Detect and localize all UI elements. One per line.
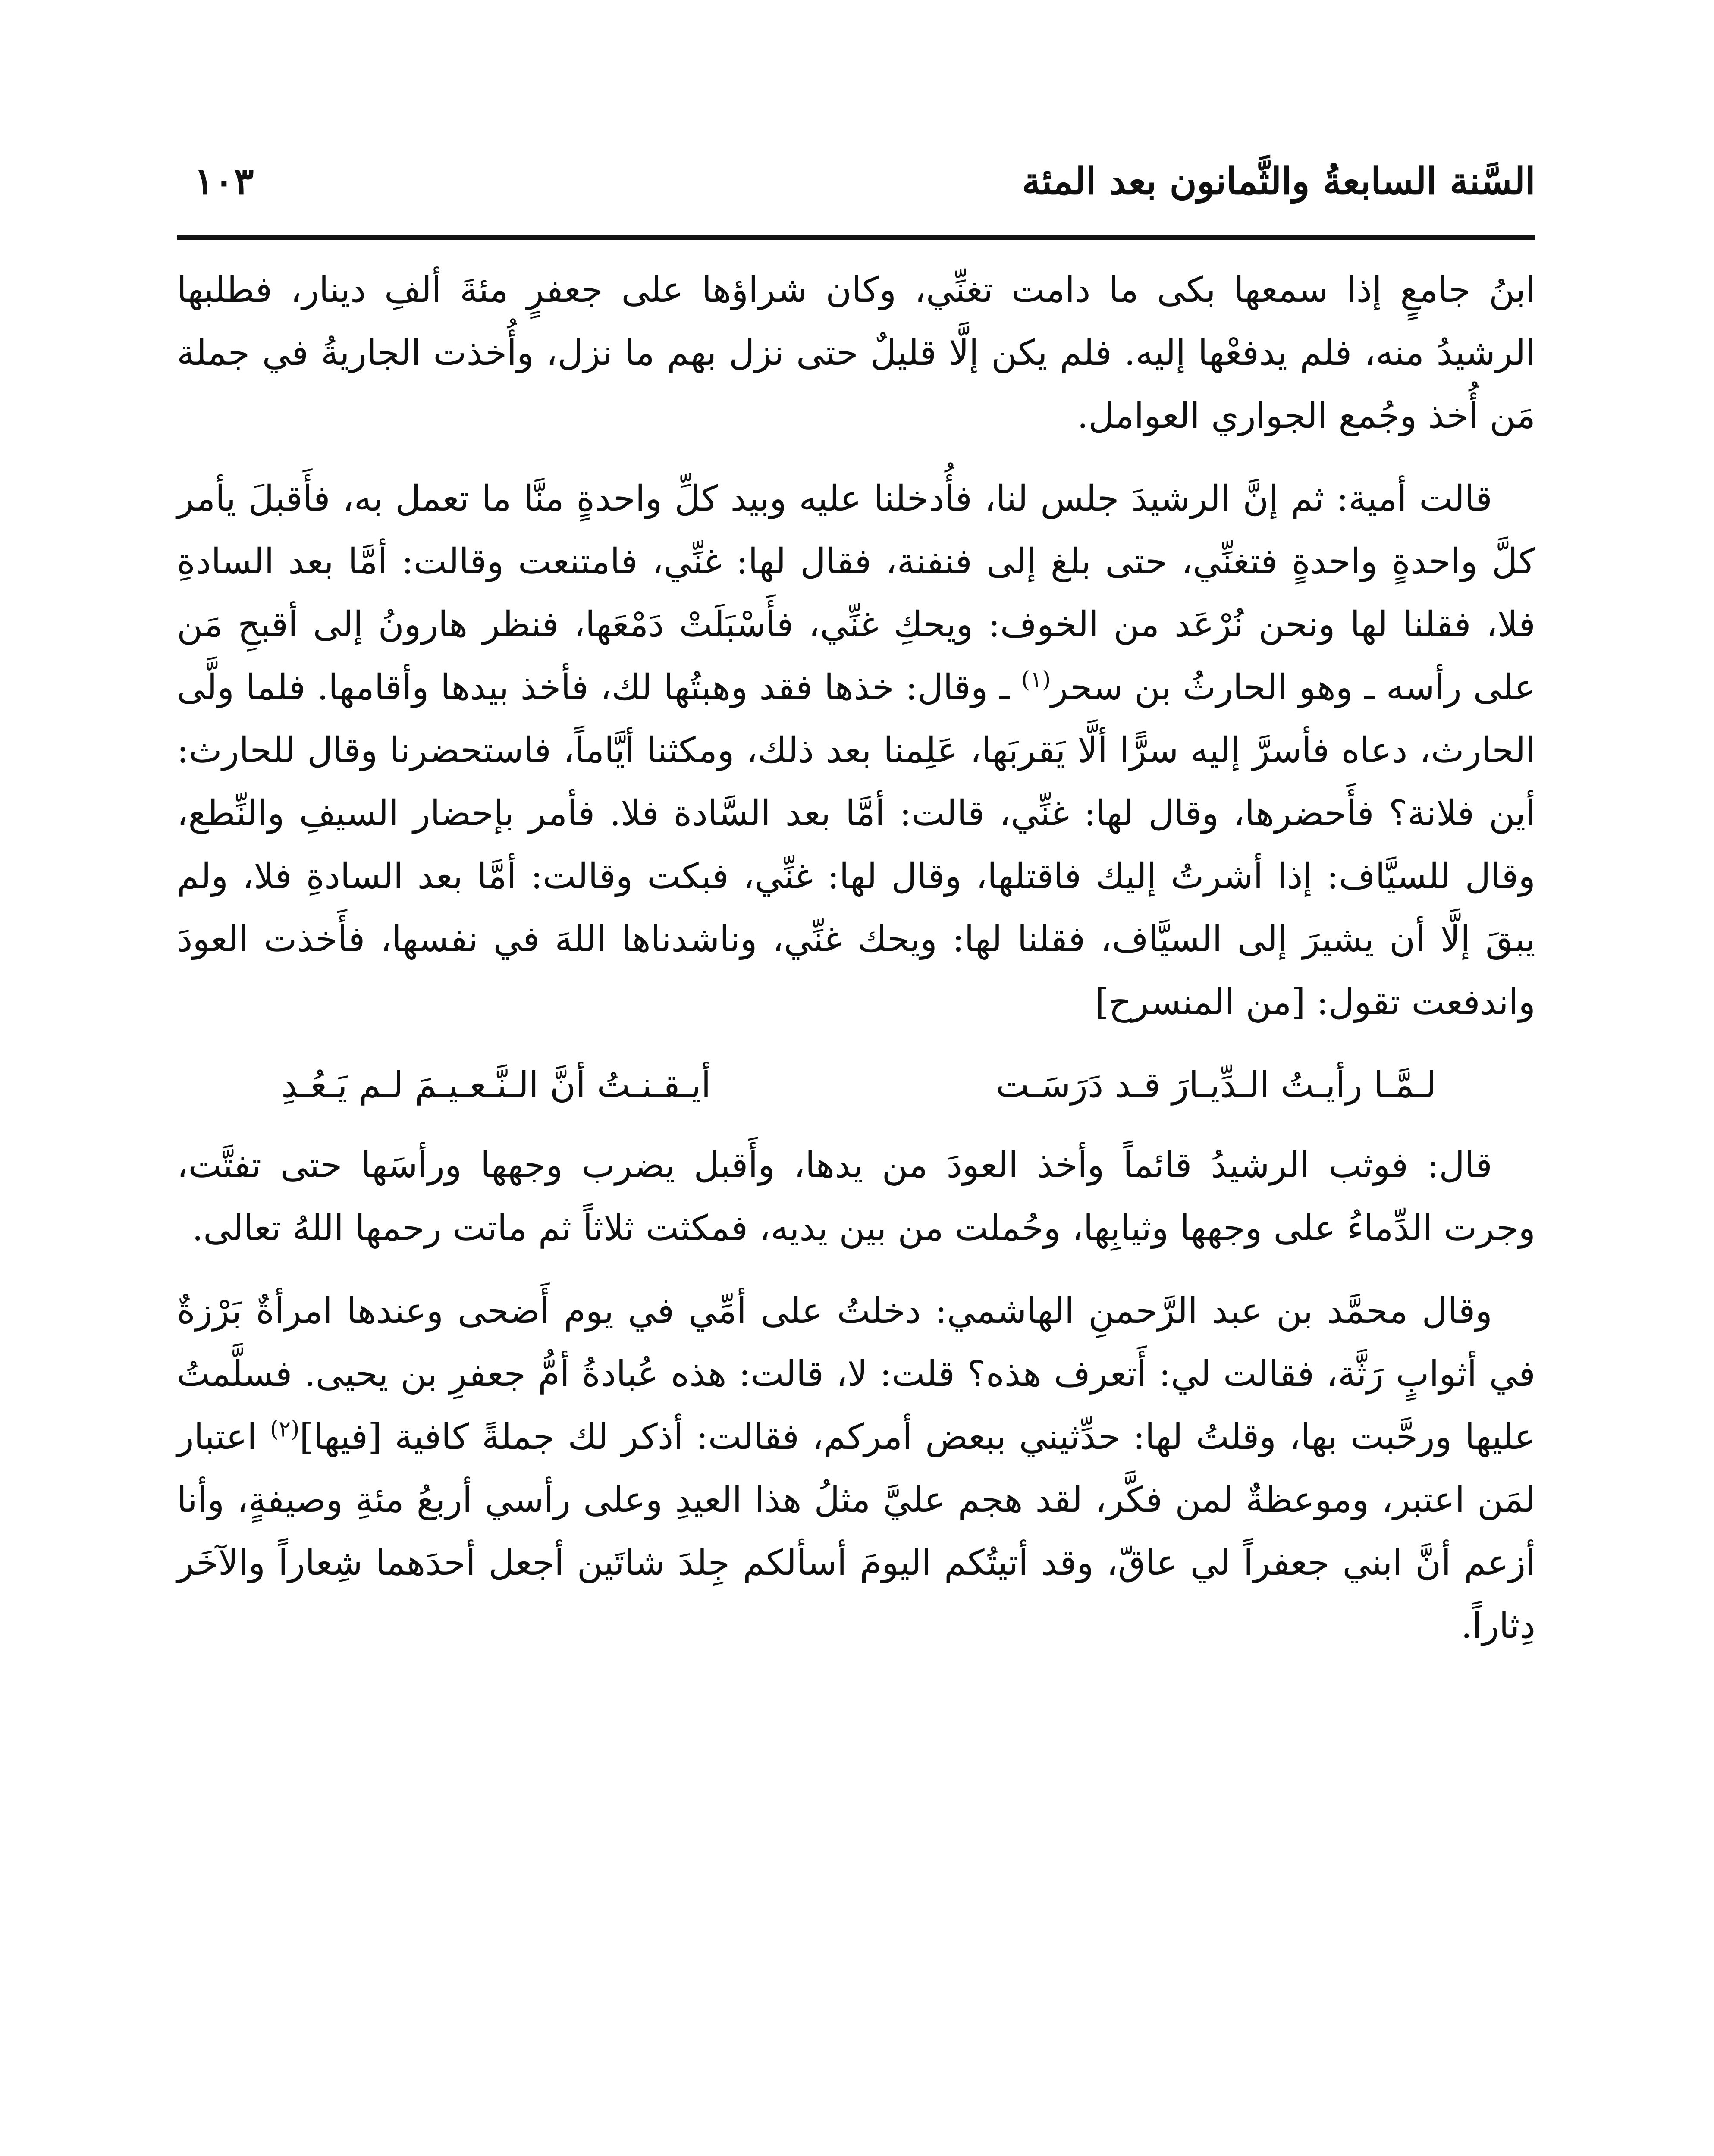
footnote-ref-1: (١) xyxy=(1021,667,1051,693)
poem-meter: [من المنسرح] xyxy=(1095,982,1306,1023)
paragraph-4-part-1: وقال محمَّد بن عبد الرَّحمنِ الهاشمي: دخلتُ على أمِّي في يوم أَضحى وعندها امرأةٌ بَرْزةٌ في أثوابٍ رَثَّة، فقالت لي: أَتعرف هذه؟ قلت: لا، قالت: هذه عُبادةُ أمُّ جعفرِ بن يحيى. فسلَّمتُ عليها ورحَّبت بها، وقلتُ لها: حدِّثيني ببعض أمركم، فقالت: أذكر لك جملةً كافية [فيها] xyxy=(177,1291,1535,1457)
running-title: السَّنة السابعةُ والثَّمانون بعد المئة xyxy=(1022,160,1535,203)
paragraph-2-part-2: ـ وقال: خذها فقد وهبتُها لك، فأخذ بيدها وأقامها. فلما ولَّى الحارث، دعاه فأسرَّ إليه سرًّا ألَّا يَقربَها، عَلِمنا بعد ذلك، ومكثنا أيَّاماً، فاستحضرنا وقال للحارث: أين فلانة؟ فأَحضرها، وقال لها: غنِّي، قالت: أمَّا بعد السَّادة فلا. فأمر بإحضار السيفِ والنِّطع، وقال للسيَّاف: إذا أشرتُ إليك فاقتلها، وقال لها: غنِّي، فبكت وقالت: أمَّا بعد السادةِ فلا، ولم يبقَ إلَّا أن يشيرَ إلى السيَّاف، فقلنا لها: ويحك غنِّي، وناشدناها اللهَ في نفسها، فأَخذت العودَ واندفعت تقول: xyxy=(177,667,1535,1023)
page-number: ١٠٣ xyxy=(194,160,254,203)
paragraph-1: ابنُ جامعٍ إذا سمعها بكى ما دامت تغنِّي، وكان شراؤها على جعفرٍ مئةَ ألفِ دينار، فطلبها الرشيدُ منه، فلم يدفعْها إليه. فلم يكن إلَّا قليلٌ حتى نزل بهم ما نزل، وأُخذت الجاريةُ في جملة مَن أُخذ وجُمع الجواري العوامل. xyxy=(177,270,1535,436)
paragraph-4-part-2: اعتبار لمَن اعتبر، وموعظةٌ لمن فكَّر، لقد هجم عليَّ مثلُ هذا العيدِ وعلى رأسي أربعُ مئةِ وصيفةٍ، وأنا أزعم أنَّ ابني جعفراً لي عاقّ، وقد أتيتُكم اليومَ أسألكم جِلدَ شاتَين أجعل أحدَهما شِعاراً والآخَر دِثاراً. xyxy=(177,1416,1535,1646)
poem-hemistich-1: لـمَّـا رأيـتُ الـدِّيـارَ قـد دَرَسَـت xyxy=(996,1065,1437,1106)
paragraph-3: قال: فوثب الرشيدُ قائماً وأخذ العودَ من يدها، وأَقبل يضرب وجهها ورأسَها حتى تفتَّت، وجرت الدِّماءُ على وجهها وثيابِها، وحُملت من بين يديه، فمكثت ثلاثاً ثم ماتت رحمها اللهُ تعالى. xyxy=(177,1145,1535,1249)
main-text xyxy=(177,259,1535,1677)
poem-hemistich-2: أيـقـنـتُ أنَّ الـنَّـعـيـمَ لـم يَـعُـدِ xyxy=(281,1065,711,1106)
paragraph-2-part-1: قالت أمية: ثم إنَّ الرشيدَ جلس لنا، فأُدخلنا عليه وبيد كلِّ واحدةٍ منَّا ما تعمل به، فأَقبلَ يأمر كلَّ واحدةٍ واحدةٍ فتغنِّي، حتى بلغ إلى فنفنة، فقال لها: غنِّي، فامتنعت وقالت: أمَّا بعد السادةِ فلا، فقلنا لها ونحن نُرْعَد من الخوف: ويحكِ غنِّي، فأَسْبَلَتْ دَمْعَها، فنظر هارونُ إلى أقبحِ مَن على رأسه ـ وهو الحارثُ بن سحر xyxy=(177,478,1535,708)
footnote-ref-2: (٢) xyxy=(270,1416,300,1442)
paragraph-4 xyxy=(177,1280,1535,1658)
page-header xyxy=(177,142,1535,229)
header-divider xyxy=(177,235,1535,240)
poem-verse xyxy=(177,1054,1535,1117)
paragraph-2 xyxy=(177,467,1535,1034)
